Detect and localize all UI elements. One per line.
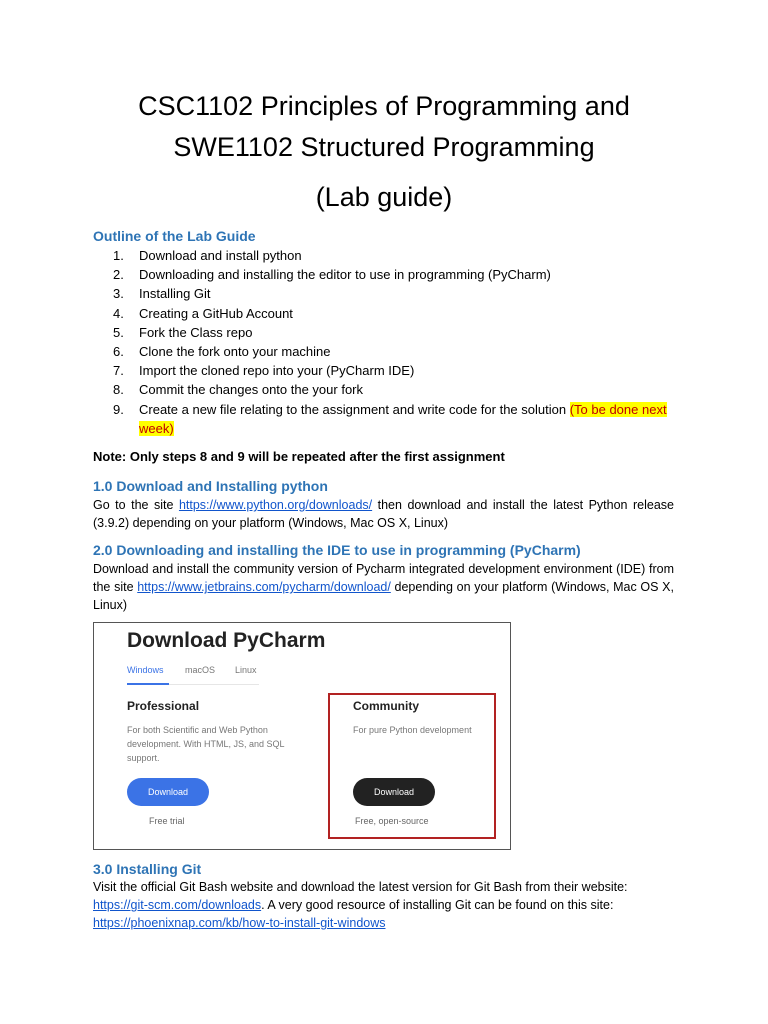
professional-download-button: Download — [127, 778, 209, 806]
git-download-link[interactable]: https://git-scm.com/downloads — [93, 898, 262, 912]
section3-heading: 3.0 Installing Git — [93, 861, 202, 877]
outline-item — [93, 304, 683, 323]
outline-item-number: 7. — [113, 363, 124, 379]
professional-edition-title: Professional — [127, 699, 200, 713]
section2-paragraph — [93, 560, 674, 614]
community-download-button: Download — [353, 778, 435, 806]
section1-heading: 1.0 Download and Installing python — [93, 478, 328, 494]
tab-macos: macOS — [185, 665, 216, 675]
community-edition-title: Community — [353, 699, 419, 713]
outline-item-number: 6. — [113, 344, 124, 360]
screenshot-title: Download PyCharm — [127, 629, 326, 652]
doc-title-line2: SWE1102 Structured Programming — [173, 132, 595, 162]
outline-list — [93, 246, 683, 438]
outline-item-text: Downloading and installing the editor to use in programming (PyCharm) — [139, 267, 551, 283]
outline-item-text: Installing Git — [139, 286, 211, 302]
section1-text-before: Go to the site — [93, 498, 179, 512]
section3-paragraph — [93, 878, 674, 932]
outline-item-text: Fork the Class repo — [139, 324, 253, 340]
outline-item-number: 4. — [113, 305, 124, 321]
community-edition-note: Free, open-source — [355, 816, 429, 826]
pycharm-download-link[interactable]: https://www.jetbrains.com/pycharm/download/ — [137, 580, 391, 594]
steps-note: Note: Only steps 8 and 9 will be repeated after the first assignment — [93, 449, 505, 464]
outline-item-number: 2. — [113, 267, 124, 283]
outline-item-text: Clone the fork onto your machine — [139, 344, 331, 360]
outline-item-number: 5. — [113, 324, 124, 340]
outline-item — [93, 400, 683, 438]
active-tab-underline — [127, 683, 169, 685]
outline-item — [93, 246, 683, 265]
outline-item — [93, 380, 683, 399]
outline-item-text: Import the cloned repo into your (PyCharm IDE) — [139, 363, 415, 379]
outline-item — [93, 342, 683, 361]
section2-text-before: Download and install the community version of Pycharm integrated development environment (IDE) from the site — [93, 562, 674, 594]
professional-edition-description: For both Scientific and Web Python development. With HTML, JS, and SQL support. — [127, 725, 285, 763]
outline-item-text: Commit the changes onto the your fork — [139, 382, 364, 398]
doc-title-line1: CSC1102 Principles of Programming and — [138, 91, 630, 121]
section3-text-middle: . A very good resource of installing Git can be found on this site: — [261, 898, 614, 912]
outline-item-text: Create a new file relating to the assignment and write code for the solution — [139, 401, 570, 417]
tab-divider — [169, 684, 259, 685]
outline-item-number: 8. — [113, 382, 124, 398]
section1-paragraph — [93, 496, 674, 532]
outline-item — [93, 323, 683, 342]
outline-item-text: Download and install python — [139, 248, 302, 263]
section1-text-after: then download and install the latest Python release (3.9.2) depending on your platform (Windows, Mac OS X, Linux) — [93, 498, 674, 530]
outline-item-number: 9. — [113, 401, 124, 417]
outline-item-text: Creating a GitHub Account — [139, 305, 293, 321]
section2-heading: 2.0 Downloading and installing the IDE to use in programming (PyCharm) — [93, 542, 581, 558]
highlighted-note: (To be done next week) — [139, 401, 667, 436]
pycharm-download-screenshot — [93, 622, 511, 850]
outline-item-number: 1. — [113, 248, 124, 263]
community-edition-description: For pure Python development — [353, 725, 472, 735]
outline-item-number: 3. — [113, 286, 124, 302]
tab-linux: Linux — [235, 665, 257, 675]
tab-windows: Windows — [127, 665, 164, 675]
outline-item — [93, 284, 683, 303]
section2-text-after: depending on your platform (Windows, Mac OS X, Linux) — [93, 580, 674, 612]
git-install-guide-link[interactable]: https://phoenixnap.com/kb/how-to-install-git-windows — [93, 916, 386, 930]
outline-heading: Outline of the Lab Guide — [93, 228, 256, 244]
doc-title-line3: (Lab guide) — [315, 182, 453, 212]
community-highlight-box — [328, 693, 496, 839]
section3-text-before: Visit the official Git Bash website and download the latest version for Git Bash from their website: — [93, 880, 628, 894]
outline-item — [93, 265, 683, 284]
python-download-link[interactable]: https://www.python.org/downloads/ — [178, 498, 373, 512]
outline-item — [93, 361, 683, 380]
professional-edition-note: Free trial — [149, 816, 185, 826]
